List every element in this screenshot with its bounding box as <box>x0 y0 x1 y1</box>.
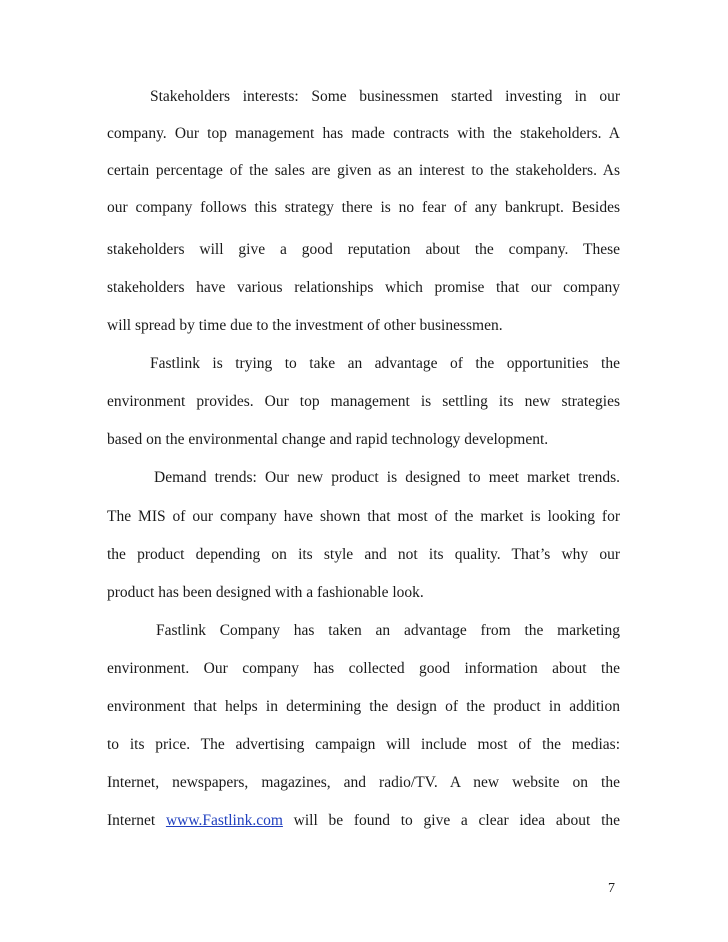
paragraph-3-line-4: product has been designed with a fashionable look. <box>107 584 424 601</box>
paragraph-2-line-3: based on the environmental change and rapid technology development. <box>107 431 549 448</box>
paragraph-1-line-7: will spread by time due to the investment of other businessmen. <box>107 317 503 334</box>
paragraph-2-line-2: environment provides. Our top management is settling its new strategies <box>107 393 620 410</box>
paragraph-4-line-1: Fastlink Company has taken an advantage from the marketing <box>156 622 620 639</box>
paragraph-4-line-2: environment. Our company has collected good information about the <box>107 660 620 677</box>
paragraph-3-line-2: The MIS of our company have shown that most of the market is looking for <box>107 508 620 525</box>
paragraph-4-line-3: environment that helps in determining the design of the product in addition <box>107 698 620 715</box>
page-number: 7 <box>608 881 615 896</box>
paragraph-2-line-1: Fastlink is trying to take an advantage of the opportunities the <box>150 355 620 372</box>
fastlink-website-link[interactable]: www.Fastlink.com <box>165 812 283 829</box>
paragraph-4-line-4: to its price. The advertising campaign will include most of the medias: <box>107 736 620 753</box>
paragraph-4-line-5: Internet, newspapers, magazines, and radio/TV. A new website on the <box>107 774 620 791</box>
link-prefix-text: Internet <box>107 812 156 829</box>
paragraph-1-line-6: stakeholders have various relationships which promise that our company <box>107 279 620 296</box>
paragraph-3-line-3: the product depending on its style and not its quality. That’s why our <box>107 546 620 563</box>
paragraph-1-line-2: company. Our top management has made contracts with the stakeholders. A <box>107 125 620 142</box>
link-suffix-text: will be found to give a clear idea about the <box>293 812 621 829</box>
paragraph-1-line-4: our company follows this strategy there is no fear of any bankrupt. Besides <box>107 199 620 216</box>
paragraph-1-line-1: Stakeholders interests: Some businessmen started investing in our <box>150 88 620 105</box>
paragraph-3-line-1: Demand trends: Our new product is designed to meet market trends. <box>154 469 620 486</box>
paragraph-4-line-6 <box>107 811 620 831</box>
paragraph-1-line-3: certain percentage of the sales are given as an interest to the stakeholders. As <box>107 162 620 179</box>
paragraph-1-line-5: stakeholders will give a good reputation about the company. These <box>107 241 620 258</box>
